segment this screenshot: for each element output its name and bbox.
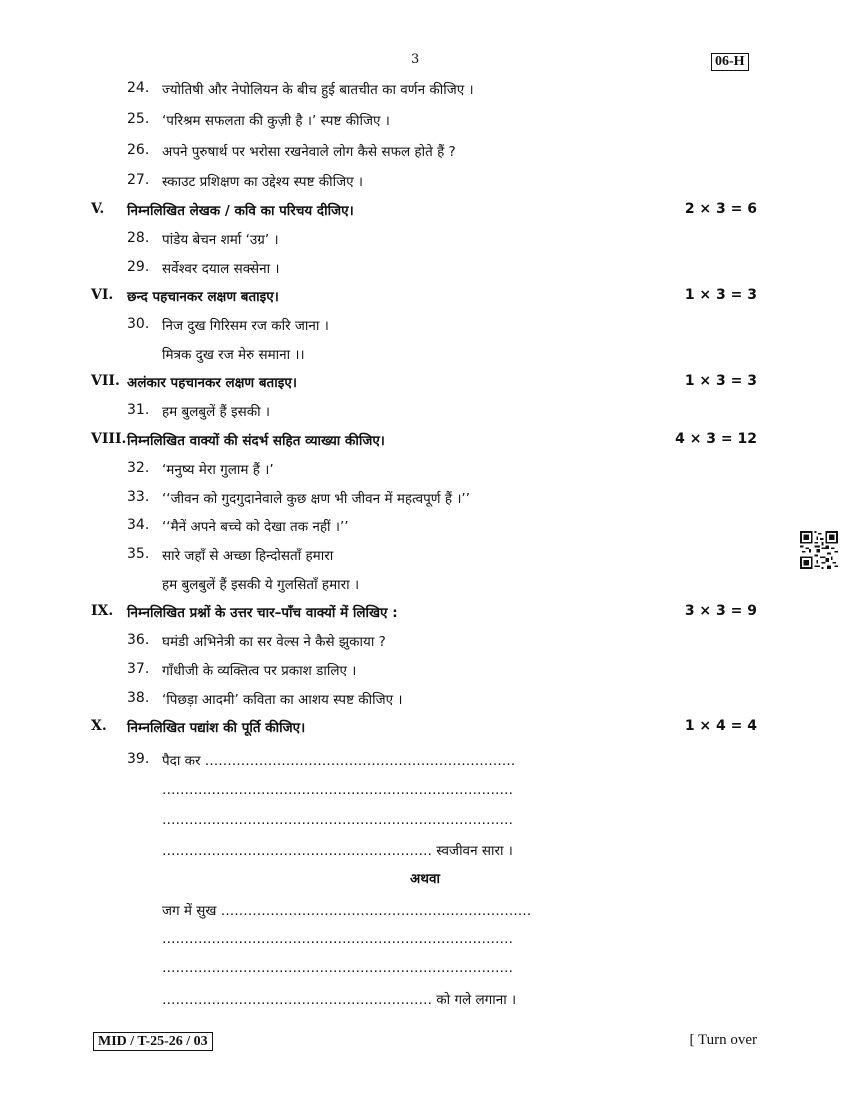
question-25: [0, 111, 850, 137]
question-26: [0, 142, 850, 168]
question-text: हम बुलबुलें हैं इसकी ये गुलसिताँ हमारा ।: [162, 577, 360, 593]
section-title: छन्द पहचानकर लक्षण बताइए।: [127, 289, 279, 305]
question-30: [0, 316, 850, 342]
section-numeral: VI.: [91, 287, 114, 303]
question-39-line-4: [0, 841, 850, 867]
section-marks: 1 × 4 = 4: [684, 718, 757, 734]
question-number: 29.: [127, 259, 150, 275]
section-numeral: VII.: [91, 373, 120, 389]
section-title: निम्नलिखित प्रश्नों के उत्तर चार–पाँच वाक्यों में लिखिए :: [127, 605, 398, 621]
fill-in-line: ……………………………………………………………………: [162, 812, 513, 828]
question-number: 26.: [127, 142, 150, 158]
question-text: ‘पिछड़ा आदमी’ कविता का आशय स्पष्ट कीजिए ।: [162, 692, 403, 708]
question-text: गाँधीजी के व्यक्तित्व पर प्रकाश डालिए ।: [162, 663, 357, 679]
question-38: [0, 690, 850, 716]
question-27: [0, 172, 850, 198]
question-text: पांडेय बेचन शर्मा ‘उग्र’ ।: [162, 232, 279, 248]
section-v-heading: [0, 201, 850, 227]
question-number: 28.: [127, 230, 150, 246]
paper-code-box: 06-H: [711, 53, 749, 71]
question-24: [0, 80, 850, 106]
question-number: 31.: [127, 402, 150, 418]
question-text: मित्रक दुख रज मेरु समाना ।।: [162, 347, 305, 363]
question-39: [0, 751, 850, 777]
question-number: 38.: [127, 690, 150, 706]
section-vi-heading: [0, 287, 850, 313]
section-title: निम्नलिखित पद्यांश की पूर्ति कीजिए।: [127, 720, 306, 736]
section-marks: 2 × 3 = 6: [684, 201, 757, 217]
question-30-line-2: [0, 345, 850, 371]
question-34: [0, 517, 850, 543]
question-number: 37.: [127, 661, 150, 677]
section-title: निम्नलिखित वाक्यों की संदर्भ सहित व्याख्या कीजिए।: [127, 433, 385, 449]
fill-in-line: …………………………………………………… को गले लगाना ।: [162, 992, 517, 1008]
section-numeral: V.: [91, 201, 105, 217]
question-32: [0, 460, 850, 486]
question-text: हम बुलबुलें हैं इसकी ।: [162, 404, 271, 420]
section-marks: 3 × 3 = 9: [684, 603, 757, 619]
or-label: अथवा: [410, 871, 440, 887]
question-text: ज्योतिषी और नेपोलियन के बीच हुई बातचीत का वर्णन कीजिए ।: [162, 82, 474, 98]
question-number: 35.: [127, 546, 150, 562]
question-35-line-2: [0, 575, 850, 601]
question-number: 33.: [127, 489, 150, 505]
question-number: 34.: [127, 517, 150, 533]
question-text: ‘मनुष्य मेरा गुलाम हैं ।’: [162, 462, 274, 478]
fill-in-line: ……………………………………………………………………: [162, 960, 513, 976]
section-numeral: VIII.: [91, 431, 127, 447]
section-marks: 1 × 3 = 3: [684, 287, 757, 303]
question-35: [0, 546, 850, 572]
footer-paper-code: MID / T-25-26 / 03: [93, 1032, 213, 1051]
question-39-alt-line-1: [0, 901, 850, 927]
question-31: [0, 402, 850, 428]
fill-in-line: पैदा कर ……………………………………………………………: [162, 753, 516, 769]
question-39-alt-line-4: [0, 990, 850, 1016]
question-text: सारे जहाँ से अच्छा हिन्दोसताँ हमारा: [162, 548, 334, 564]
question-number: 32.: [127, 460, 150, 476]
section-marks: 4 × 3 = 12: [675, 431, 757, 447]
question-number: 24.: [127, 80, 150, 96]
section-x-heading: [0, 718, 850, 744]
turn-over-label: [ Turn over: [689, 1032, 757, 1048]
question-28: [0, 230, 850, 256]
section-vii-heading: [0, 373, 850, 399]
qr-code-icon: [800, 531, 838, 569]
question-39-alt-line-3: [0, 960, 850, 986]
fill-in-line: ……………………………………………………………………: [162, 782, 513, 798]
section-marks: 1 × 3 = 3: [684, 373, 757, 389]
question-number: 30.: [127, 316, 150, 332]
question-37: [0, 661, 850, 687]
section-ix-heading: [0, 603, 850, 629]
question-text: स्काउट प्रशिक्षण का उद्देश्य स्पष्ट कीजिए ।: [162, 174, 363, 190]
question-33: [0, 489, 850, 515]
question-39-line-2: [0, 782, 850, 808]
page-number: 3: [411, 52, 420, 67]
section-title: निम्नलिखित लेखक / कवि का परिचय दीजिए।: [127, 203, 354, 219]
section-title: अलंकार पहचानकर लक्षण बताइए।: [127, 375, 297, 391]
fill-in-line: …………………………………………………… स्वजीवन सारा ।: [162, 843, 513, 859]
section-numeral: IX.: [91, 603, 114, 619]
question-text: घमंडी अभिनेत्री का सर वेल्स ने कैसे झुकाया ?: [162, 634, 386, 650]
question-text: अपने पुरुषार्थ पर भरोसा रखनेवाले लोग कैसे सफल होते हैं ?: [162, 144, 456, 160]
question-36: [0, 632, 850, 658]
fill-in-line: ……………………………………………………………………: [162, 931, 513, 947]
question-number: 27.: [127, 172, 150, 188]
question-39-line-3: [0, 812, 850, 838]
question-39-alt-line-2: [0, 931, 850, 957]
question-text: निज दुख गिरिसम रज करि जाना ।: [162, 318, 329, 334]
question-text: ‘परिश्रम सफलता की कुज़ी है ।’ स्पष्ट कीजिए ।: [162, 113, 390, 129]
question-number: 25.: [127, 111, 150, 127]
question-text: सर्वेश्वर दयाल सक्सेना ।: [162, 261, 280, 277]
question-29: [0, 259, 850, 285]
section-viii-heading: [0, 431, 850, 457]
question-number: 36.: [127, 632, 150, 648]
question-text: ‘‘जीवन को गुदगुदानेवाले कुछ क्षण भी जीवन में महत्वपूर्ण हैं ।’’: [162, 491, 471, 507]
fill-in-line: जग में सुख ……………………………………………………………: [162, 903, 532, 919]
question-number: 39.: [127, 751, 150, 767]
question-text: ‘‘मैनें अपने बच्चे को देखा तक नहीं ।’’: [162, 519, 349, 535]
section-numeral: X.: [91, 718, 107, 734]
